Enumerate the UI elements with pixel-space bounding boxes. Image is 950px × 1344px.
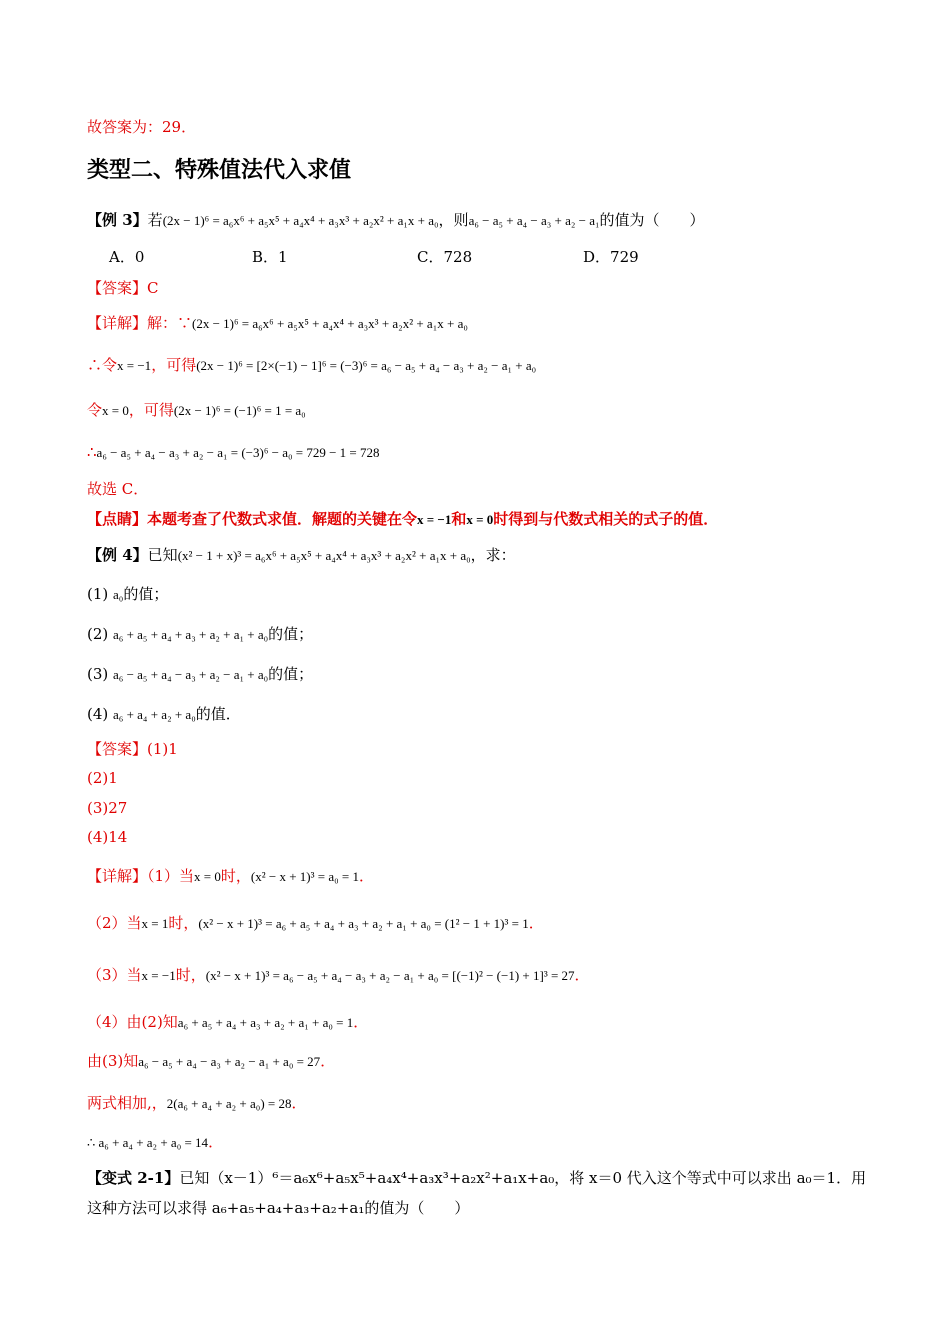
- example-3-equation: (2x − 1)⁶ = a₆x⁶ + a₅x⁵ + a₄x⁴ + a₃x³ + a₂x² + a₁x + a₀: [162, 213, 439, 228]
- question-4: (4) a₆ + a₄ + a₂ + a₀的值．: [87, 705, 241, 723]
- example-3-detail-2: ∴令x = −1，可得(2x − 1)⁶ = [2×(−1) − 1]⁶ = (−3)⁶ = a₆ − a₅ + a₄ − a₃ + a₂ − a₁ + a₀: [87, 356, 537, 374]
- example-4-detail-2: （2）当x = 1时，(x² − x + 1)³ = a₆ + a₅ + a₄ + a₃ + a₂ + a₁ + a₀ = (1² − 1 + 1)³ = 1．: [87, 914, 544, 932]
- example-3-options: [87, 247, 787, 267]
- question-3: (3) a₆ − a₅ + a₄ − a₃ + a₂ − a₁ + a₀的值；: [87, 665, 314, 683]
- example-4-detail-1: 【详解】（1）当x = 0时，(x² − x + 1)³ = a₀ = 1．: [87, 867, 375, 885]
- example-4-answer-3: (3)27: [87, 799, 128, 817]
- example-3-note: 【点睛】本题考查了代数式求值．解题的关键在令x = −1和x = 0时得到与代数式相关的式子的值．: [87, 510, 719, 528]
- example-3-answer: 【答案】C: [87, 279, 159, 297]
- answer-line: 故答案为：29．: [87, 118, 197, 136]
- variant-2-1-line-1: 【变式 2-1】已知（x－1）⁶＝a₆x⁶+a₅x⁵+a₄x⁴+a₃x³+a₂x²+a₁x+a₀，将 x＝0 代入这个等式中可以求出 a₀＝1．用: [87, 1169, 867, 1187]
- example-3-detail-3: 令x = 0，可得(2x − 1)⁶ = (−1)⁶ = 1 = a₀: [87, 401, 306, 419]
- example-4-detail-5: 由(3)知a₆ − a₅ + a₄ − a₃ + a₂ − a₁ + a₀ = 27．: [87, 1052, 336, 1070]
- example-3-choice: 故选 C．: [87, 480, 149, 498]
- example-4-question: 【例 4】已知(x² − 1 + x)³ = a₆x⁶ + a₅x⁵ + a₄x⁴ + a₃x³ + a₂x² + a₁x + a₀，求：: [87, 546, 516, 564]
- question-2: (2) a₆ + a₅ + a₄ + a₃ + a₂ + a₁ + a₀的值；: [87, 625, 314, 643]
- example-3-expression: a₆ − a₅ + a₄ − a₃ + a₂ − a₁: [468, 213, 600, 228]
- example-4-answer-4: (4)14: [87, 828, 128, 846]
- variant-tag: 【变式 2-1】: [87, 1169, 180, 1187]
- example-3-detail-1: 【详解】解：∵(2x − 1)⁶ = a₆x⁶ + a₅x⁵ + a₄x⁴ + a₃x³ + a₂x² + a₁x + a₀: [87, 314, 468, 332]
- example-4-answer-2: (2)1: [87, 769, 118, 787]
- example-3-detail-4: ∴a₆ − a₅ + a₄ − a₃ + a₂ − a₁ = (−3)⁶ − a₀ = 729 − 1 = 728: [87, 443, 380, 461]
- option-a: A．0: [109, 248, 145, 266]
- example-4-detail-7: ∴ a₆ + a₄ + a₂ + a₀ = 14．: [87, 1133, 224, 1151]
- variant-2-1-line-2: 这种方法可以求得 a₆+a₅+a₄+a₃+a₂+a₁的值为（ ）: [87, 1199, 470, 1217]
- example-3-question: 【例 3】若(2x − 1)⁶ = a₆x⁶ + a₅x⁵ + a₄x⁴ + a₃x³ + a₂x² + a₁x + a₀，则a₆ − a₅ + a₄ − a₃ + a₂ − a₁的值为（ ）: [87, 211, 705, 229]
- option-c: C．728: [417, 248, 473, 266]
- option-b: B．1: [252, 248, 288, 266]
- option-d: D．729: [583, 248, 639, 266]
- example-3-tag: 【例 3】: [87, 211, 148, 229]
- question-1: (1) a₀的值；: [87, 585, 169, 603]
- section-title: 类型二、特殊值法代入求值: [87, 158, 352, 183]
- example-4-detail-6: 两式相加,，2(a₆ + a₄ + a₂ + a₀) = 28．: [87, 1094, 307, 1112]
- example-4-answer-1: 【答案】(1)1: [87, 740, 178, 758]
- example-4-detail-3: （3）当x = −1时，(x² − x + 1)³ = a₆ − a₅ + a₄ − a₃ + a₂ − a₁ + a₀ = [(−1)² − (−1) + 1]³ = 27．: [87, 966, 590, 984]
- example-4-tag: 【例 4】: [87, 546, 148, 564]
- example-4-detail-4: （4）由(2)知a₆ + a₅ + a₄ + a₃ + a₂ + a₁ + a₀ = 1．: [87, 1013, 369, 1031]
